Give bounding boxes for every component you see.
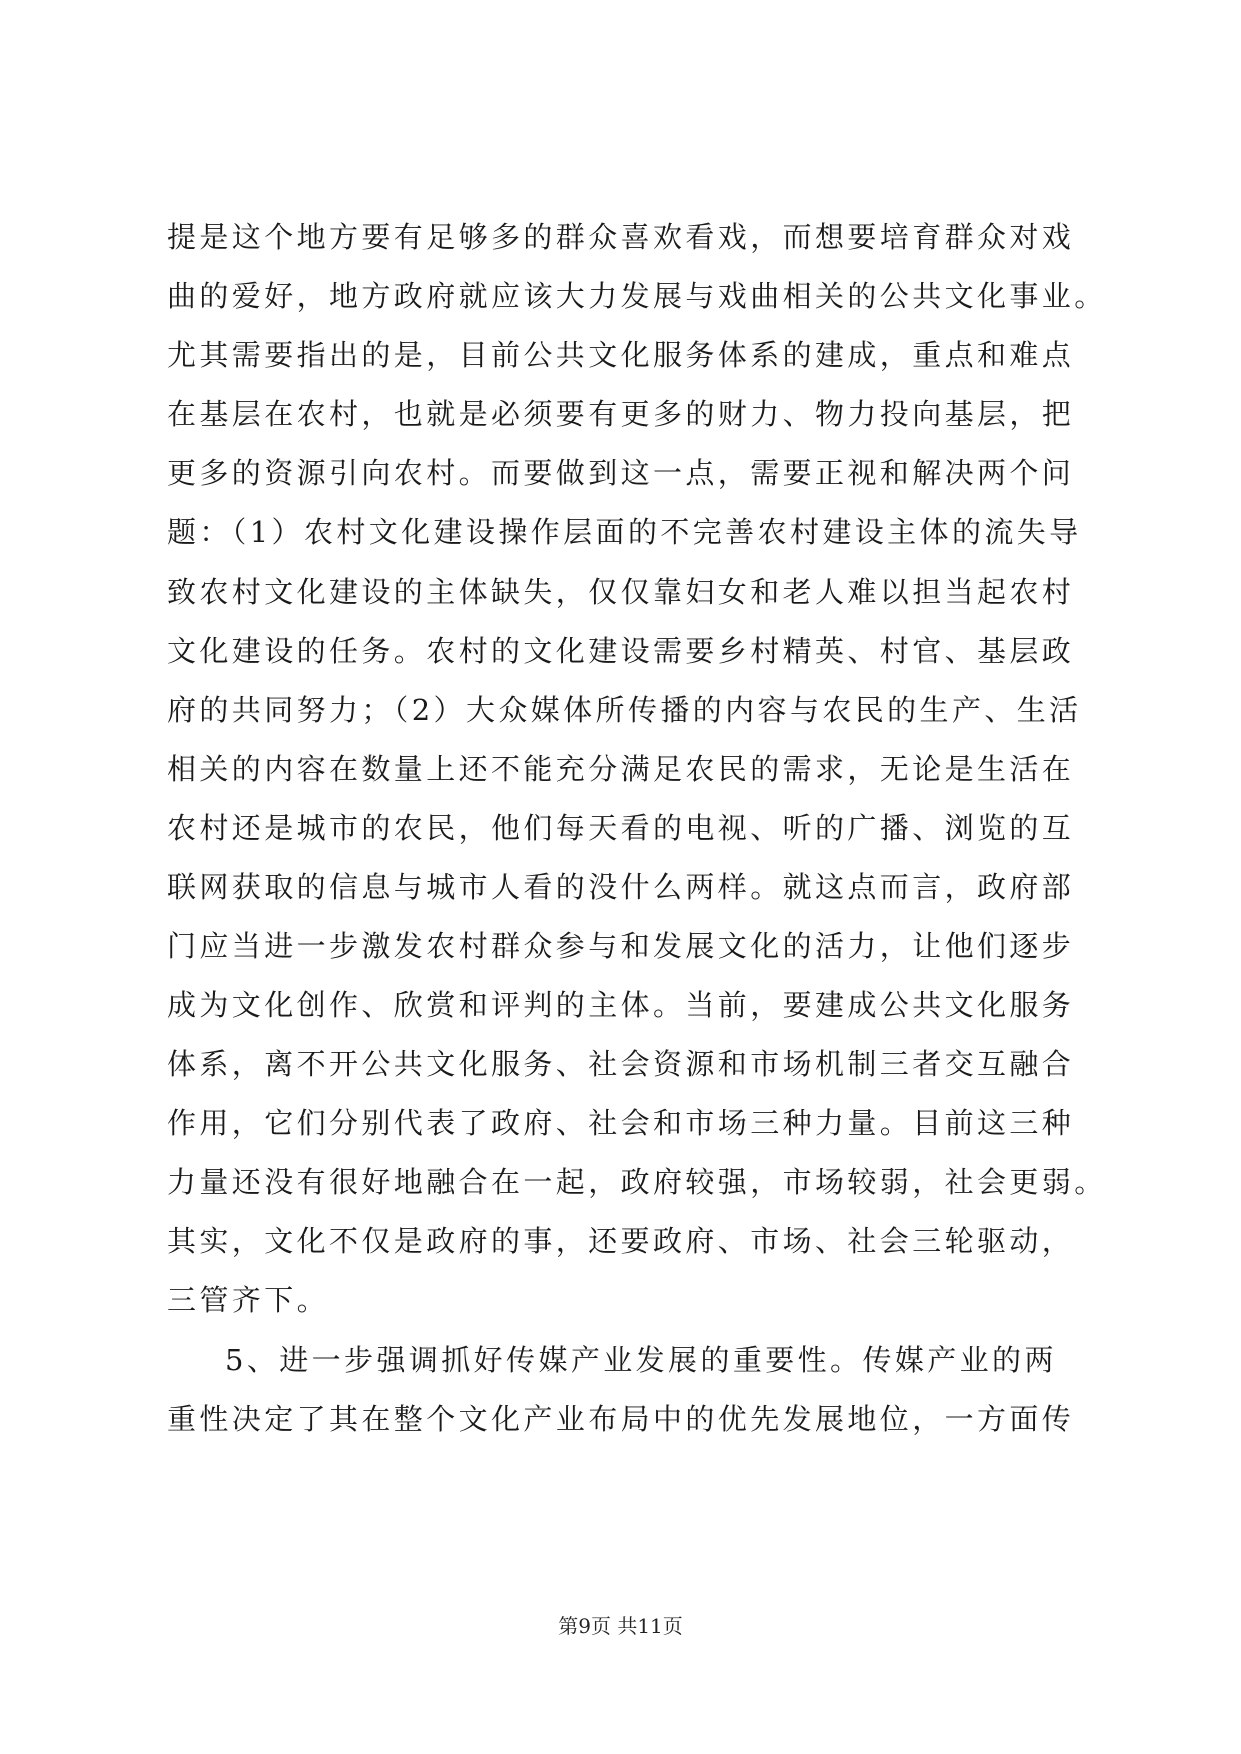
body-text-line: 联网获取的信息与城市人看的没什么两样。就这点而言，政府部: [167, 870, 1075, 904]
body-text-line: 其实，文化不仅是政府的事，还要政府、市场、社会三轮驱动，: [167, 1224, 1075, 1258]
body-text-line: 在基层在农村，也就是必须要有更多的财力、物力投向基层，把: [167, 397, 1075, 431]
body-text-line: 成为文化创作、欣赏和评判的主体。当前，要建成公共文化服务: [167, 988, 1075, 1022]
body-text-line: 更多的资源引向农村。而要做到这一点，需要正视和解决两个问: [167, 456, 1075, 490]
paragraph-first-line: 5、进一步强调抓好传媒产业发展的重要性。传媒产业的两: [225, 1343, 1057, 1377]
page-number-footer: 第9页 共11页: [558, 1614, 683, 1638]
body-text-line: 农村还是城市的农民，他们每天看的电视、听的广播、浏览的互: [167, 811, 1075, 845]
body-text-line: 门应当进一步激发农村群众参与和发展文化的活力，让他们逐步: [167, 929, 1075, 963]
body-text-line: 题：（1）农村文化建设操作层面的不完善农村建设主体的流失导: [167, 515, 1082, 549]
body-text-line: 力量还没有很好地融合在一起，政府较强，市场较弱，社会更弱。: [167, 1165, 1107, 1199]
body-text-line: 作用，它们分别代表了政府、社会和市场三种力量。目前这三种: [167, 1106, 1075, 1140]
body-text-line: 文化建设的任务。农村的文化建设需要乡村精英、村官、基层政: [167, 634, 1075, 668]
body-text-line: 相关的内容在数量上还不能充分满足农民的需求，无论是生活在: [167, 752, 1075, 786]
body-text-line: 提是这个地方要有足够多的群众喜欢看戏，而想要培育群众对戏: [167, 220, 1075, 254]
body-text-line: 府的共同努力；（2）大众媒体所传播的内容与农民的生产、生活: [167, 693, 1082, 727]
body-text-line: 体系，离不开公共文化服务、社会资源和市场机制三者交互融合: [167, 1047, 1075, 1081]
body-text-line: 重性决定了其在整个文化产业布局中的优先发展地位，一方面传: [167, 1402, 1075, 1436]
body-text-line: 致农村文化建设的主体缺失，仅仅靠妇女和老人难以担当起农村: [167, 575, 1075, 609]
body-text-line: 曲的爱好，地方政府就应该大力发展与戏曲相关的公共文化事业。: [167, 279, 1107, 313]
body-text-line: 尤其需要指出的是，目前公共文化服务体系的建成，重点和难点: [167, 338, 1075, 372]
body-text-line: 三管齐下。: [167, 1283, 330, 1317]
